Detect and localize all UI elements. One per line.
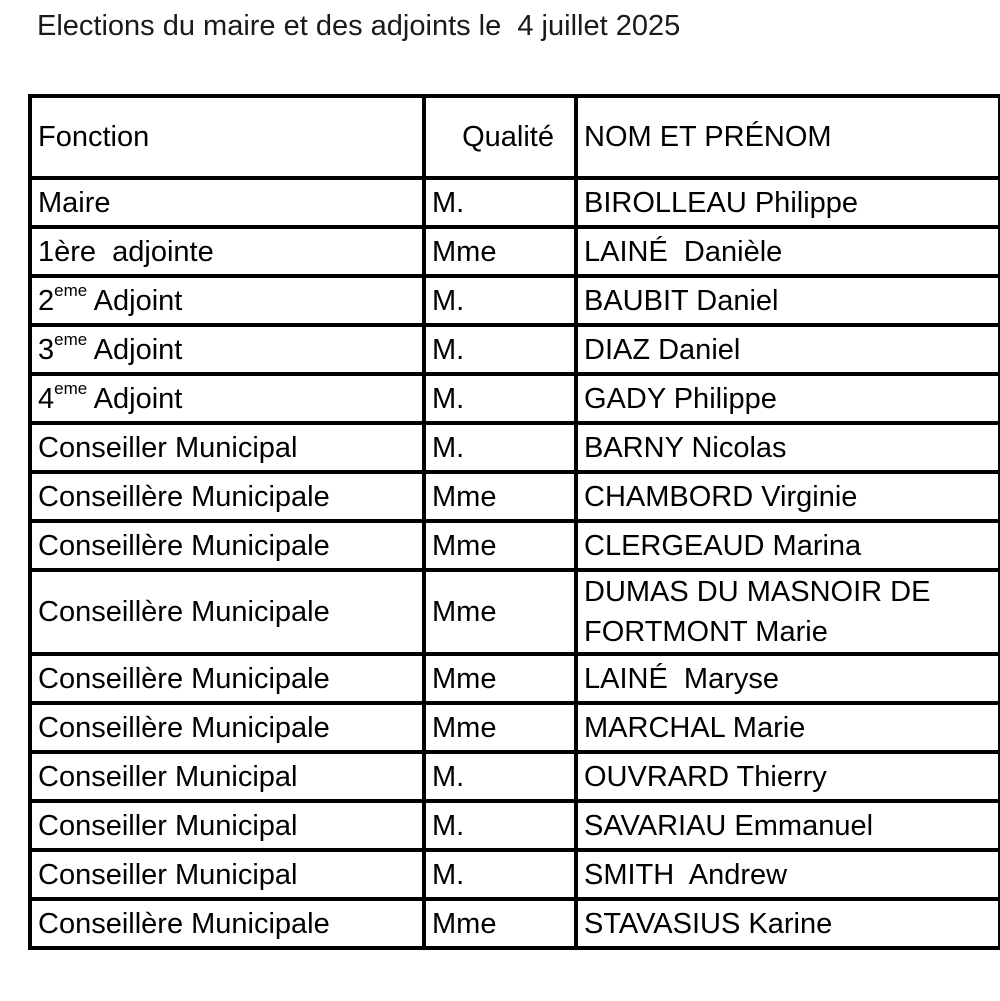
document-title: Elections du maire et des adjoints le 4 juillet 2025	[37, 10, 681, 42]
ordinal-number: 3	[38, 333, 55, 366]
cell-qualite: Mme	[424, 899, 576, 948]
cell-qualite: M.	[424, 178, 576, 227]
cell-fonction: Conseillère Municipale	[30, 570, 424, 654]
cell-fonction	[30, 325, 424, 374]
elected-officials-table	[28, 94, 1000, 950]
table-row	[30, 325, 1000, 374]
table-row	[30, 801, 1000, 850]
cell-qualite: Mme	[424, 570, 576, 654]
cell-nom: LAINÉ Maryse	[576, 654, 1000, 703]
table-row	[30, 374, 1000, 423]
fonction-label: Adjoint	[87, 382, 183, 415]
cell-fonction: Conseiller Municipal	[30, 801, 424, 850]
ordinal-number: 4	[38, 382, 55, 415]
cell-fonction: Conseiller Municipal	[30, 850, 424, 899]
cell-qualite: Mme	[424, 227, 576, 276]
column-header-fonction: Fonction	[30, 96, 424, 178]
cell-qualite: Mme	[424, 654, 576, 703]
column-header-nom: NOM ET PRÉNOM	[576, 96, 1000, 178]
table-header-row	[30, 96, 1000, 178]
table-row	[30, 899, 1000, 948]
table-row	[30, 654, 1000, 703]
cell-fonction: Conseiller Municipal	[30, 752, 424, 801]
cell-nom: STAVASIUS Karine	[576, 899, 1000, 948]
cell-qualite: M.	[424, 850, 576, 899]
cell-nom: DIAZ Daniel	[576, 325, 1000, 374]
cell-nom: LAINÉ Danièle	[576, 227, 1000, 276]
cell-fonction	[30, 374, 424, 423]
cell-nom: BAUBIT Daniel	[576, 276, 1000, 325]
cell-fonction: Conseillère Municipale	[30, 703, 424, 752]
cell-nom: CLERGEAUD Marina	[576, 521, 1000, 570]
cell-nom: BARNY Nicolas	[576, 423, 1000, 472]
cell-qualite: M.	[424, 423, 576, 472]
ordinal-number: 2	[38, 284, 55, 317]
cell-qualite: M.	[424, 752, 576, 801]
cell-qualite: M.	[424, 276, 576, 325]
cell-fonction: Conseillère Municipale	[30, 654, 424, 703]
ordinal-suffix: eme	[54, 329, 88, 349]
cell-nom: GADY Philippe	[576, 374, 1000, 423]
cell-qualite: Mme	[424, 472, 576, 521]
table-row	[30, 178, 1000, 227]
cell-fonction: Conseiller Municipal	[30, 423, 424, 472]
cell-nom: CHAMBORD Virginie	[576, 472, 1000, 521]
cell-nom: OUVRARD Thierry	[576, 752, 1000, 801]
table-row	[30, 276, 1000, 325]
cell-fonction: Conseillère Municipale	[30, 472, 424, 521]
table-row	[30, 570, 1000, 654]
cell-fonction: Conseillère Municipale	[30, 521, 424, 570]
ordinal-suffix: eme	[54, 378, 88, 398]
column-header-qualite: Qualité	[424, 96, 576, 178]
cell-qualite: M.	[424, 801, 576, 850]
cell-nom: MARCHAL Marie	[576, 703, 1000, 752]
cell-fonction	[30, 276, 424, 325]
cell-nom: DUMAS DU MASNOIR DE FORTMONT Marie	[576, 570, 1000, 654]
table-row	[30, 423, 1000, 472]
ordinal-suffix: eme	[54, 280, 88, 300]
fonction-label: Adjoint	[87, 333, 183, 366]
cell-qualite: Mme	[424, 521, 576, 570]
table-row	[30, 472, 1000, 521]
cell-fonction: Conseillère Municipale	[30, 899, 424, 948]
table-row	[30, 850, 1000, 899]
fonction-label: Adjoint	[87, 284, 183, 317]
cell-qualite: M.	[424, 325, 576, 374]
cell-nom: SMITH Andrew	[576, 850, 1000, 899]
table-row	[30, 227, 1000, 276]
cell-fonction: 1ère adjointe	[30, 227, 424, 276]
cell-nom: BIROLLEAU Philippe	[576, 178, 1000, 227]
table-row	[30, 521, 1000, 570]
cell-qualite: M.	[424, 374, 576, 423]
table-row	[30, 752, 1000, 801]
cell-qualite: Mme	[424, 703, 576, 752]
cell-nom: SAVARIAU Emmanuel	[576, 801, 1000, 850]
table-row	[30, 703, 1000, 752]
cell-fonction: Maire	[30, 178, 424, 227]
